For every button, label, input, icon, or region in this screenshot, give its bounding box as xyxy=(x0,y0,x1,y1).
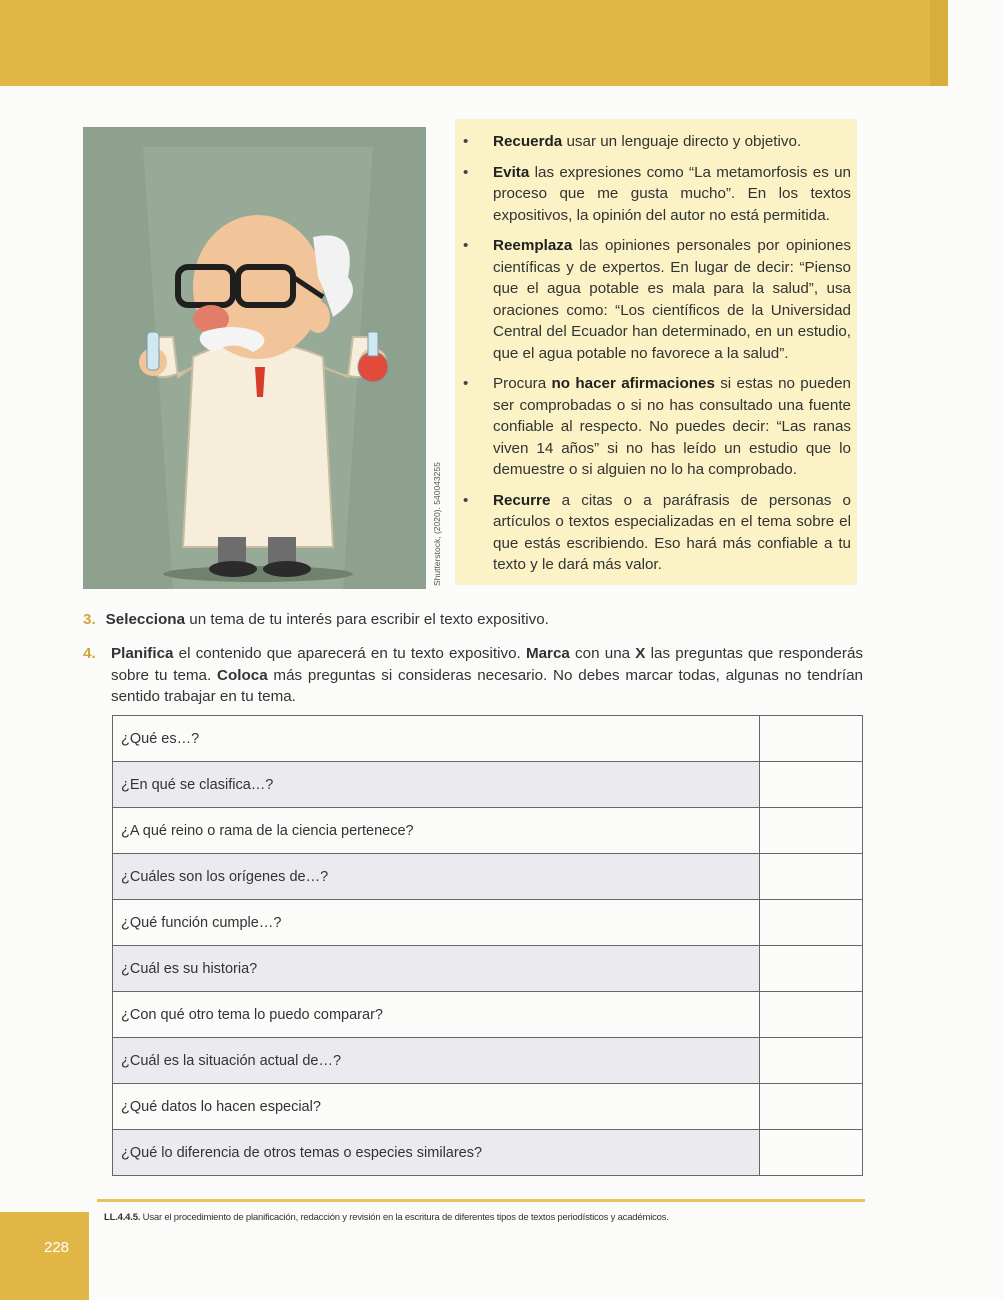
question-cell: ¿Cuáles son los orígenes de…? xyxy=(113,854,760,900)
question-cell: ¿A qué reino o rama de la ciencia pertenece? xyxy=(113,808,760,854)
table-row xyxy=(113,716,863,762)
tip-item: • Evita las expresiones como “La metamorfosis es un proceso que me gusta mucho”. En los textos expositivos, la opinión del autor no está permitida. xyxy=(455,162,857,227)
table-row xyxy=(113,946,863,992)
tip-item: • Recuerda usar un lenguaje directo y objetivo. xyxy=(455,131,857,153)
activity-4 xyxy=(83,643,863,708)
checkbox-cell[interactable] xyxy=(760,1084,863,1130)
checkbox-cell[interactable] xyxy=(760,992,863,1038)
question-cell: ¿Cuál es su historia? xyxy=(113,946,760,992)
table-row xyxy=(113,762,863,808)
checkbox-cell[interactable] xyxy=(760,946,863,992)
question-cell: ¿Qué datos lo hacen especial? xyxy=(113,1084,760,1130)
footer-divider xyxy=(97,1199,865,1202)
page-number: 228 xyxy=(44,1239,70,1256)
table-row xyxy=(113,1130,863,1176)
question-cell: ¿Qué lo diferencia de otros temas o especies similares? xyxy=(113,1130,760,1176)
activity-number: 3. xyxy=(83,611,96,628)
question-cell: ¿Qué es…? xyxy=(113,716,760,762)
table-row xyxy=(113,1084,863,1130)
tips-box xyxy=(455,119,857,585)
table-row xyxy=(113,808,863,854)
activity-3: 3. Selecciona un tema de tu interés para escribir el texto expositivo. xyxy=(83,611,549,628)
question-cell: ¿Con qué otro tema lo puedo comparar? xyxy=(113,992,760,1038)
question-cell: ¿Qué función cumple…? xyxy=(113,900,760,946)
scientist-icon xyxy=(83,127,426,589)
checkbox-cell[interactable] xyxy=(760,854,863,900)
tips-list xyxy=(455,119,857,576)
checkbox-cell[interactable] xyxy=(760,716,863,762)
activity-number: 4. xyxy=(83,645,96,662)
checkbox-cell[interactable] xyxy=(760,1130,863,1176)
table-row xyxy=(113,992,863,1038)
page-number-tab xyxy=(0,1212,89,1300)
checkbox-cell[interactable] xyxy=(760,900,863,946)
checkbox-cell[interactable] xyxy=(760,808,863,854)
checkbox-cell[interactable] xyxy=(760,1038,863,1084)
header-band xyxy=(0,0,948,86)
activity-4-text: Planifica el contenido que aparecerá en tu texto expositivo. Marca con una X las preguntas que responderás sobre tu tema. Coloca más preguntas si consideras necesario. No debes marcar todas, algunas no tendrían sentido trabajar en tu tema. xyxy=(111,645,863,705)
table-row xyxy=(113,854,863,900)
tip-item: • Procura no hacer afirmaciones si estas no pueden ser comprobadas o si no has consultado una fuente confiable al respecto. No puedes decir: “Las ranas viven 14 años” si no has leído un estudio que lo demuestre o si alguien no lo ha comprobado. xyxy=(455,373,857,481)
tip-item: • Reemplaza las opiniones personales por opiniones científicas y de expertos. En lugar de decir: “Pienso que el agua potable es mala para la salud”, usa oraciones como: “Los científicos de la Universidad Central del Ecuador han determinado, en un estudio, que el agua potable no favorece a la salud”. xyxy=(455,235,857,364)
header-band-edge xyxy=(930,0,948,86)
table-row xyxy=(113,1038,863,1084)
questions-table xyxy=(112,715,863,1176)
footer-skill: LL.4.4.5. Usar el procedimiento de planificación, redacción y revisión en la escritura de diferentes tipos de textos periodísticos y académicos. xyxy=(104,1212,669,1223)
checkbox-cell[interactable] xyxy=(760,762,863,808)
tip-item: • Recurre a citas o a paráfrasis de personas o artículos o textos especializadas en el tema sobre el que estás escribiendo. Eso hará más confiable a tu texto y le dará más valor. xyxy=(455,490,857,576)
image-credit: Shutterstock, (2020). 540043255 xyxy=(432,462,442,586)
question-cell: ¿En qué se clasifica…? xyxy=(113,762,760,808)
table-row xyxy=(113,900,863,946)
scientist-illustration xyxy=(83,127,426,589)
question-cell: ¿Cuál es la situación actual de…? xyxy=(113,1038,760,1084)
